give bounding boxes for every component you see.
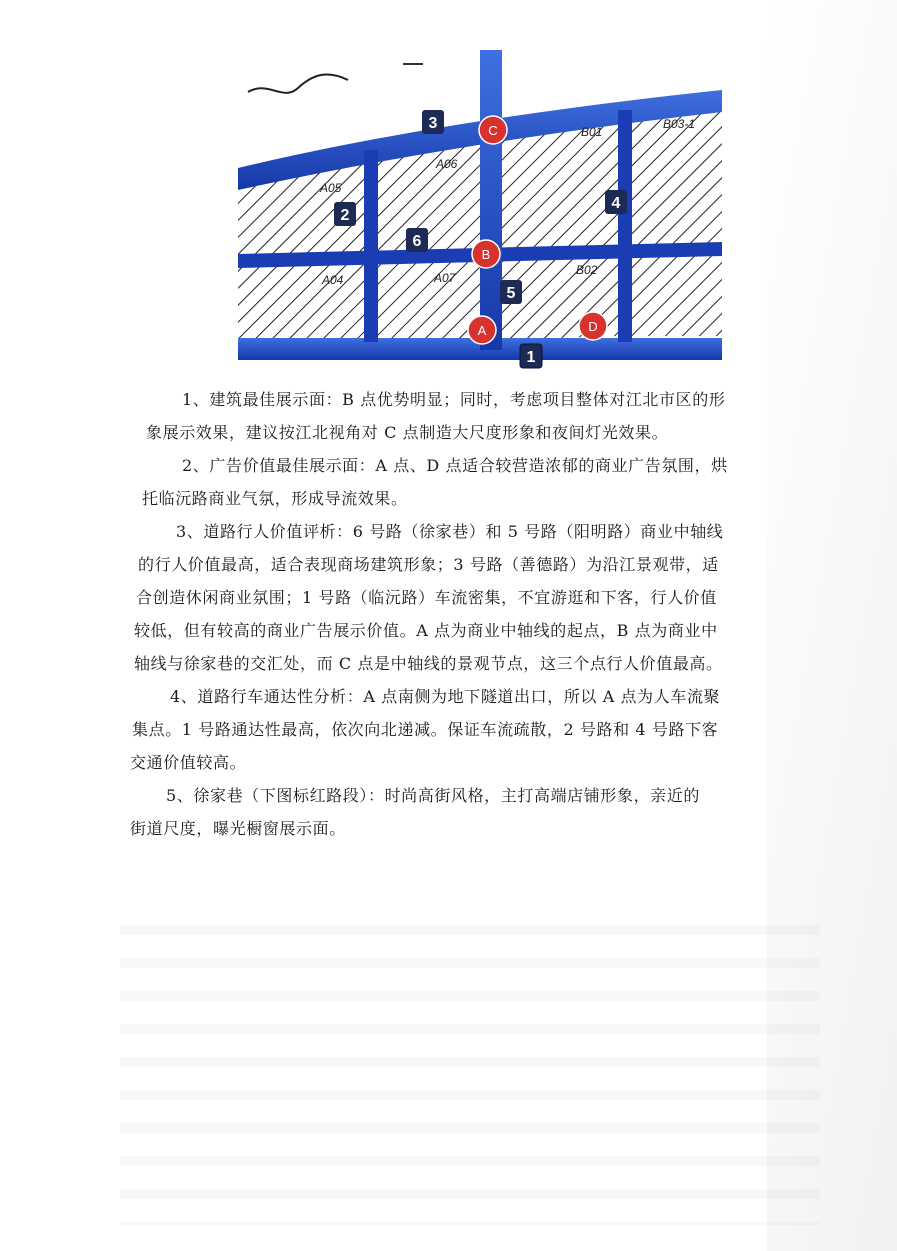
- text-line: 的行人价值最高，适合表现商场建筑形象；3 号路（善德路）为沿江景观带，适: [138, 555, 719, 574]
- text-line: 托临沅路商业气氛，形成导流效果。: [142, 489, 408, 508]
- text-line: 2、广告价值最佳展示面：A 点、D 点适合较营造浓郁的商业广告氛围，烘: [182, 456, 728, 475]
- plot-a04: [238, 262, 368, 340]
- paragraph-5: [130, 779, 820, 845]
- point-b: B: [481, 247, 491, 262]
- road-number-2: 2: [340, 207, 350, 224]
- road-number-1: 1: [526, 349, 536, 366]
- text-line: 1、建筑最佳展示面：B 点优势明显；同时，考虑项目整体对江北市区的形: [182, 390, 726, 409]
- plot-label: A05: [320, 181, 342, 195]
- text-line: 5、徐家巷（下图标红路段）：时尚高街风格，主打高端店铺形象，亲近的: [166, 786, 700, 805]
- text-line: 较低，但有较高的商业广告展示价值。A 点为商业中轴线的起点，B 点为商业中: [134, 621, 718, 640]
- paragraph-2: [130, 449, 820, 515]
- road-5: [477, 50, 502, 350]
- show-through-from-reverse: [120, 925, 820, 1225]
- text-line: 轴线与徐家巷的交汇处，而 C 点是中轴线的景观节点，这三个点行人价值最高。: [134, 654, 723, 673]
- road-number-6: 6: [412, 233, 422, 250]
- paragraph-4: [130, 680, 820, 779]
- text-line: 4、道路行车通达性分析：A 点南侧为地下隧道出口，所以 A 点为人车流聚: [170, 687, 721, 706]
- text-line: 3、道路行人价值评析：6 号路（徐家巷）和 5 号路（阳明路）商业中轴线: [176, 522, 724, 541]
- plot-a07: [374, 256, 480, 340]
- point-d: D: [588, 319, 598, 334]
- road-number-4: 4: [611, 195, 621, 212]
- text-line: 集点。1 号路通达性最高，依次向北递减。保证车流疏散，2 号路和 4 号路下客: [132, 720, 719, 739]
- paragraph-3: [130, 515, 820, 680]
- text-line: 交通价值较高。: [130, 753, 247, 772]
- road-2: [364, 150, 378, 342]
- text-line: 象展示效果，建议按江北视角对 C 点制造大尺度形象和夜间灯光效果。: [146, 423, 669, 442]
- text-line: 街道尺度，曝光橱窗展示面。: [130, 819, 346, 838]
- site-road-map: [238, 50, 722, 372]
- plot-label: A06: [436, 157, 458, 171]
- text-line: 合创造休闲商业氛围；1 号路（临沅路）车流密集，不宜游逛和下客，行人价值: [136, 588, 717, 607]
- plot-label: A04: [322, 273, 344, 287]
- plot-label: B03-1: [663, 117, 696, 131]
- paragraph-1: [130, 383, 820, 449]
- analysis-text: [130, 383, 820, 845]
- point-c: C: [488, 123, 498, 138]
- road-number-5: 5: [506, 285, 516, 302]
- road-number-3: 3: [428, 115, 438, 132]
- plot-label: A07: [434, 271, 456, 285]
- point-a: A: [477, 323, 487, 338]
- road-4: [618, 110, 632, 342]
- plot-label: B01: [581, 125, 603, 139]
- plot-label: B02: [576, 263, 598, 277]
